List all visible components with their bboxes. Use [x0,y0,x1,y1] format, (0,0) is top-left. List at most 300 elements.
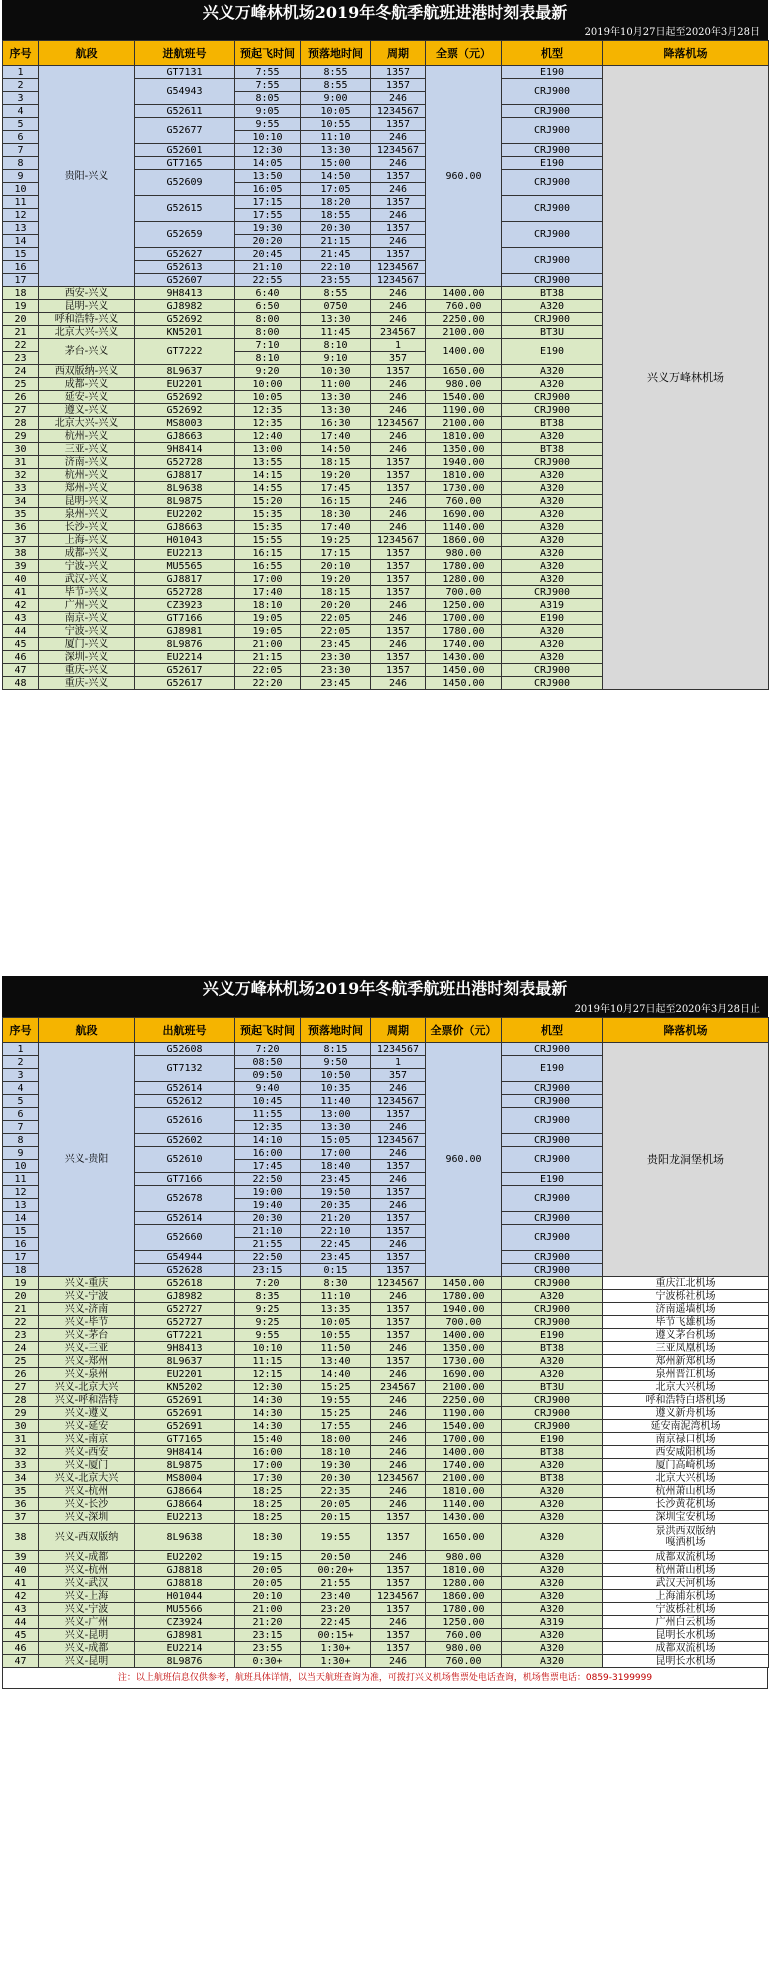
arrival-time: 20:10 [301,560,371,573]
fare-cell: 1730.00 [426,1355,502,1368]
arrival-time: 23:45 [301,638,371,651]
aircraft-type: A320 [502,521,603,534]
fare-cell: 1780.00 [426,1603,502,1616]
flight-number: 8L9876 [135,638,235,651]
weekly-days: 1234567 [371,1277,426,1290]
fare-cell: 1430.00 [426,1511,502,1524]
fare-cell: 2250.00 [426,313,502,326]
departure-time: 15:35 [235,521,301,534]
table-row [3,1368,769,1381]
route-cell: 昆明-兴义 [39,495,135,508]
table-row [3,1655,769,1668]
col-header: 航段 [39,1018,135,1043]
aircraft-type: A320 [502,1524,603,1551]
fare-cell: 980.00 [426,547,502,560]
row-number: 11 [3,196,39,209]
fare-cell: 700.00 [426,586,502,599]
row-number: 2 [3,1056,39,1069]
arrival-time: 17:15 [301,547,371,560]
weekly-days: 1234567 [371,1590,426,1603]
arrival-time: 13:00 [301,1108,371,1121]
row-number: 6 [3,1108,39,1121]
route-cell: 兴义-西双版纳 [39,1524,135,1551]
weekly-days: 1234567 [371,417,426,430]
row-number: 39 [3,1551,39,1564]
arrival-time: 18:00 [301,1433,371,1446]
col-header: 出航班号 [135,1018,235,1043]
aircraft-type: A320 [502,625,603,638]
weekly-days: 1357 [371,365,426,378]
weekly-days: 246 [371,1616,426,1629]
flight-number: G52627 [135,248,235,261]
aircraft-type: CRJ900 [502,248,603,274]
flight-number: G52602 [135,1134,235,1147]
row-number: 15 [3,248,39,261]
departure-time: 13:50 [235,170,301,183]
weekly-days: 246 [371,404,426,417]
route-cell: 兴义-杭州 [39,1485,135,1498]
table-row [3,1459,769,1472]
fare-cell: 1700.00 [426,1433,502,1446]
fare-cell: 980.00 [426,1642,502,1655]
landing-airport: 北京大兴机场 [603,1381,769,1394]
departure-time: 14:15 [235,469,301,482]
departure-time: 8:00 [235,313,301,326]
aircraft-type: CRJ900 [502,1420,603,1433]
arrival-time: 10:35 [301,1082,371,1095]
aircraft-type: CRJ900 [502,105,603,118]
table-row [3,1498,769,1511]
route-cell: 兴义-杭州 [39,1564,135,1577]
flight-number: EU2202 [135,1551,235,1564]
table-row [3,1420,769,1433]
weekly-days: 246 [371,599,426,612]
weekly-days: 1357 [371,1355,426,1368]
departure-time: 09:50 [235,1069,301,1082]
arrival-time: 13:30 [301,313,371,326]
table-row [3,1524,769,1551]
route-cell: 郑州-兴义 [39,482,135,495]
departure-timetable [2,976,768,1689]
departure-rows [3,1043,769,1668]
flight-number: G52614 [135,1082,235,1095]
weekly-days: 1357 [371,1251,426,1264]
row-number: 33 [3,482,39,495]
row-number: 45 [3,638,39,651]
departure-time: 15:20 [235,495,301,508]
col-header: 预落地时间 [301,1018,371,1043]
flight-number: GJ8982 [135,1290,235,1303]
departure-time: 22:55 [235,274,301,287]
aircraft-type: A320 [502,1629,603,1642]
arrival-time: 11:10 [301,131,371,144]
departure-time: 14:30 [235,1394,301,1407]
departure-time: 12:30 [235,1381,301,1394]
fare-cell: 1810.00 [426,430,502,443]
flight-number: GJ8664 [135,1485,235,1498]
arrival-time: 9:10 [301,352,371,365]
arrival-time: 22:45 [301,1616,371,1629]
weekly-days: 1357 [371,1264,426,1277]
aircraft-type: CRJ900 [502,404,603,417]
aircraft-type: CRJ900 [502,1212,603,1225]
route-cell: 兴义-武汉 [39,1577,135,1590]
aircraft-type: CRJ900 [502,313,603,326]
fare-cell: 1780.00 [426,625,502,638]
flight-number: MU5566 [135,1603,235,1616]
weekly-days: 246 [371,495,426,508]
row-number: 25 [3,1355,39,1368]
fare-cell: 1140.00 [426,1498,502,1511]
aircraft-type: A320 [502,1577,603,1590]
weekly-days: 1357 [371,1212,426,1225]
arrival-time: 19:20 [301,469,371,482]
departure-time: 6:50 [235,300,301,313]
row-number: 26 [3,391,39,404]
weekly-days: 246 [371,1420,426,1433]
fare-cell: 1740.00 [426,638,502,651]
aircraft-type: E190 [502,339,603,365]
arrival-time: 20:30 [301,222,371,235]
departure-time: 23:55 [235,1642,301,1655]
landing-airport: 广州白云机场 [603,1616,769,1629]
flight-number: GJ8664 [135,1498,235,1511]
arrival-time: 10:05 [301,1316,371,1329]
departure-time: 17:30 [235,1472,301,1485]
flight-number: 8L9876 [135,1655,235,1668]
table-row [3,1407,769,1420]
flight-number: G52614 [135,1212,235,1225]
departure-time: 8:05 [235,92,301,105]
route-cell: 毕节-兴义 [39,586,135,599]
flight-number: GJ8663 [135,430,235,443]
weekly-days: 246 [371,157,426,170]
landing-airport: 武汉天河机场 [603,1577,769,1590]
flight-number: 8L9637 [135,1355,235,1368]
arrival-time: 8:10 [301,339,371,352]
fare-cell: 960.00 [426,66,502,287]
flight-number: GJ8817 [135,469,235,482]
weekly-days: 357 [371,1069,426,1082]
departure-time: 12:40 [235,430,301,443]
landing-airport: 遵义茅台机场 [603,1329,769,1342]
row-number: 37 [3,1511,39,1524]
row-number: 14 [3,235,39,248]
departure-time: 8:10 [235,352,301,365]
flight-number: EU2213 [135,547,235,560]
table-row [3,1290,769,1303]
departure-subtitle: 2019年10月27日起至2020年3月28日止 [2,1002,768,1017]
aircraft-type: CRJ900 [502,664,603,677]
arrival-time: 13:30 [301,404,371,417]
flight-number: MS8003 [135,417,235,430]
table-row [3,1511,769,1524]
row-number: 30 [3,1420,39,1433]
fare-cell: 1140.00 [426,521,502,534]
aircraft-type: A320 [502,495,603,508]
departure-time: 22:50 [235,1173,301,1186]
departure-time: 8:35 [235,1290,301,1303]
route-cell: 兴义-济南 [39,1303,135,1316]
landing-airport: 长沙黄花机场 [603,1498,769,1511]
aircraft-type: A320 [502,651,603,664]
arrival-header-row [3,41,769,66]
fare-cell: 1810.00 [426,469,502,482]
fare-cell: 1860.00 [426,1590,502,1603]
arrival-time: 19:30 [301,1459,371,1472]
flight-number: G52611 [135,105,235,118]
departure-time: 19:05 [235,612,301,625]
weekly-days: 246 [371,1147,426,1160]
route-cell: 杭州-兴义 [39,430,135,443]
row-number: 10 [3,1160,39,1173]
row-number: 41 [3,1577,39,1590]
aircraft-type: CRJ900 [502,1316,603,1329]
departure-time: 19:40 [235,1199,301,1212]
departure-time: 22:20 [235,677,301,690]
flight-number: G52677 [135,118,235,144]
col-header: 全票价（元） [426,1018,502,1043]
table-row [3,1642,769,1655]
col-header: 序号 [3,1018,39,1043]
departure-time: 7:20 [235,1043,301,1056]
row-number: 27 [3,1381,39,1394]
weekly-days: 246 [371,1368,426,1381]
arrival-time: 21:15 [301,235,371,248]
arrival-subtitle: 2019年10月27日起至2020年3月28日 [2,26,768,40]
row-number: 46 [3,1642,39,1655]
arrival-table [2,40,769,690]
fare-cell: 1350.00 [426,443,502,456]
landing-airport: 遵义新舟机场 [603,1407,769,1420]
flight-number: G52628 [135,1264,235,1277]
landing-airport: 延安南泥湾机场 [603,1420,769,1433]
weekly-days: 1234567 [371,274,426,287]
landing-airport: 重庆江北机场 [603,1277,769,1290]
weekly-days: 234567 [371,326,426,339]
flight-number: GT7221 [135,1329,235,1342]
aircraft-type: CRJ900 [502,1303,603,1316]
landing-airport: 北京大兴机场 [603,1472,769,1485]
row-number: 43 [3,612,39,625]
row-number: 12 [3,209,39,222]
departure-time: 22:50 [235,1251,301,1264]
flight-number: G52609 [135,170,235,196]
weekly-days: 246 [371,677,426,690]
route-cell: 长沙-兴义 [39,521,135,534]
aircraft-type: A320 [502,547,603,560]
departure-time: 19:00 [235,1186,301,1199]
aircraft-type: A320 [502,573,603,586]
weekly-days: 246 [371,1173,426,1186]
weekly-days: 1234567 [371,1472,426,1485]
table-row [3,1329,769,1342]
weekly-days: 1234567 [371,1095,426,1108]
table-row [3,1603,769,1616]
weekly-days: 1357 [371,66,426,79]
aircraft-type: CRJ900 [502,79,603,105]
weekly-days: 1234567 [371,105,426,118]
fare-cell: 1540.00 [426,391,502,404]
landing-airport: 景洪西双版纳 嘎洒机场 [603,1524,769,1551]
route-cell: 茅台-兴义 [39,339,135,365]
arrival-time: 10:55 [301,1329,371,1342]
flight-number: GJ8818 [135,1577,235,1590]
weekly-days: 246 [371,1394,426,1407]
weekly-days: 246 [371,1342,426,1355]
weekly-days: 1357 [371,1524,426,1551]
departure-time: 15:40 [235,1433,301,1446]
departure-time: 19:30 [235,222,301,235]
route-cell: 西安-兴义 [39,287,135,300]
row-number: 1 [3,1043,39,1056]
arrival-time: 23:40 [301,1590,371,1603]
departure-time: 0:30+ [235,1655,301,1668]
departure-time: 18:25 [235,1485,301,1498]
route-cell: 兴义-延安 [39,1420,135,1433]
landing-airport: 杭州萧山机场 [603,1485,769,1498]
departure-time: 23:15 [235,1264,301,1277]
aircraft-type: A320 [502,469,603,482]
weekly-days: 1357 [371,1303,426,1316]
flight-number: G52659 [135,222,235,248]
route-cell: 兴义-宁波 [39,1603,135,1616]
departure-time: 21:10 [235,261,301,274]
row-number: 24 [3,1342,39,1355]
aircraft-type: CRJ900 [502,1225,603,1251]
arrival-time: 17:00 [301,1147,371,1160]
fare-cell: 2100.00 [426,326,502,339]
flight-number: 9H8413 [135,287,235,300]
aircraft-type: E190 [502,66,603,79]
aircraft-type: A320 [502,508,603,521]
weekly-days: 1357 [371,1108,426,1121]
fare-cell: 1700.00 [426,612,502,625]
row-number: 3 [3,1069,39,1082]
flight-number: 8L9637 [135,365,235,378]
aircraft-type: CRJ900 [502,1394,603,1407]
fare-cell: 700.00 [426,1316,502,1329]
arrival-time: 8:55 [301,287,371,300]
weekly-days: 1357 [371,118,426,131]
landing-airport: 兴义万峰林机场 [603,66,769,690]
aircraft-type: CRJ900 [502,1186,603,1212]
aircraft-type: A320 [502,560,603,573]
route-cell: 兴义-毕节 [39,1316,135,1329]
weekly-days: 246 [371,183,426,196]
weekly-days: 246 [371,1121,426,1134]
table-row [3,1342,769,1355]
aircraft-type: A320 [502,1655,603,1668]
route-cell: 贵阳-兴义 [39,66,135,287]
route-cell: 兴义-长沙 [39,1498,135,1511]
weekly-days: 1357 [371,1629,426,1642]
row-number: 13 [3,222,39,235]
departure-time: 17:00 [235,1459,301,1472]
weekly-days: 1357 [371,1511,426,1524]
aircraft-type: CRJ900 [502,118,603,144]
arrival-time: 13:35 [301,1303,371,1316]
departure-time: 15:55 [235,534,301,547]
arrival-time: 22:10 [301,1225,371,1238]
aircraft-type: CRJ900 [502,170,603,196]
departure-time: 20:10 [235,1590,301,1603]
aircraft-type: CRJ900 [502,144,603,157]
departure-time: 18:10 [235,599,301,612]
arrival-time: 23:55 [301,274,371,287]
flight-number: GJ8981 [135,1629,235,1642]
row-number: 19 [3,1277,39,1290]
aircraft-type: A320 [502,365,603,378]
arrival-time: 20:15 [301,1511,371,1524]
flight-number: G52617 [135,664,235,677]
fare-cell: 980.00 [426,1551,502,1564]
weekly-days: 246 [371,1082,426,1095]
route-cell: 三亚-兴义 [39,443,135,456]
fare-cell: 1810.00 [426,1485,502,1498]
aircraft-type: A320 [502,1551,603,1564]
flight-number: EU2201 [135,1368,235,1381]
weekly-days: 246 [371,1199,426,1212]
route-cell: 成都-兴义 [39,378,135,391]
row-number: 4 [3,105,39,118]
arrival-time: 19:25 [301,534,371,547]
arrival-time: 18:55 [301,209,371,222]
col-header: 降落机场 [603,1018,769,1043]
landing-airport: 深圳宝安机场 [603,1511,769,1524]
weekly-days: 1357 [371,196,426,209]
flight-number: G52692 [135,313,235,326]
landing-airport: 昆明长水机场 [603,1629,769,1642]
arrival-time: 13:30 [301,1121,371,1134]
weekly-days: 1234567 [371,1043,426,1056]
flight-number: GT7166 [135,612,235,625]
arrival-time: 8:15 [301,1043,371,1056]
departure-time: 9:20 [235,365,301,378]
weekly-days: 1357 [371,79,426,92]
departure-time: 8:00 [235,326,301,339]
weekly-days: 1234567 [371,261,426,274]
route-cell: 呼和浩特-兴义 [39,313,135,326]
row-number: 35 [3,1485,39,1498]
flight-number: KN5201 [135,326,235,339]
weekly-days: 246 [371,378,426,391]
arrival-time: 15:05 [301,1134,371,1147]
col-header: 预落地时间 [301,41,371,66]
flight-number: G52610 [135,1147,235,1173]
fare-cell: 2100.00 [426,1381,502,1394]
arrival-time: 17:55 [301,1420,371,1433]
departure-time: 10:45 [235,1095,301,1108]
footnote: 注：以上航班信息仅供参考，航班具体详情，以当天航班查询为准，可拨打兴义机场售票处电话查询，机场售票电话：0859-3199999 [2,1668,768,1689]
arrival-time: 17:40 [301,521,371,534]
departure-time: 21:00 [235,638,301,651]
landing-airport: 郑州新郑机场 [603,1355,769,1368]
arrival-time: 8:55 [301,79,371,92]
flight-number: G52613 [135,261,235,274]
row-number: 22 [3,1316,39,1329]
row-number: 8 [3,157,39,170]
row-number: 31 [3,456,39,469]
fare-cell: 1450.00 [426,664,502,677]
departure-time: 20:30 [235,1212,301,1225]
row-number: 31 [3,1433,39,1446]
aircraft-type: A320 [502,430,603,443]
row-number: 18 [3,287,39,300]
departure-time: 7:55 [235,79,301,92]
fare-cell: 2100.00 [426,417,502,430]
row-number: 36 [3,521,39,534]
